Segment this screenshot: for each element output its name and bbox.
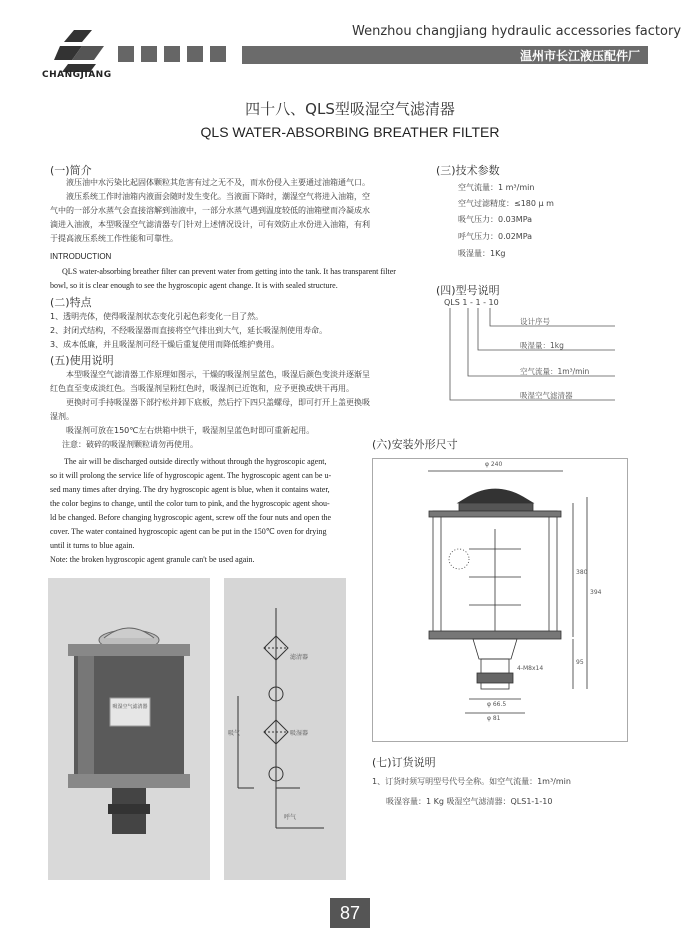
dim-label: φ 66.5 [487, 701, 507, 708]
ordering-line: 吸湿容量：1 Kg 吸湿空气滤清器：QLS1-1-10 [386, 797, 553, 806]
feature-item: 1、透明壳体，使得吸湿剂状态变化引起色彩变化一目了然。 [50, 312, 264, 321]
usage-line: 吸湿剂可放在150℃左右烘箱中烘干，吸湿剂呈蓝色时即可重新起用。 [66, 426, 315, 435]
page-number: 87 [330, 898, 370, 928]
model-code: QLS 1 - 1 - 10 [444, 298, 499, 307]
schematic-label: 呼气 [284, 814, 297, 821]
intro-paragraph: 气中的一部分水蒸气会直接溶解到油液中，一部分水蒸气遇到温度较低的油箱壁而冷凝成水 [50, 206, 370, 215]
usage-line: 注意：破碎的吸湿剂颗粒请勿再使用。 [62, 440, 198, 449]
model-label: 空气流量：1m³/min [520, 367, 590, 376]
schematic-diagram [224, 578, 346, 880]
model-heading: (四)型号说明 [436, 284, 500, 297]
dim-label: 4-M8x14 [517, 665, 544, 672]
usage-line: 湿剂。 [50, 412, 74, 421]
spec-item: 空气流量：1 m³/min [458, 183, 535, 192]
model-label: 吸湿量：1kg [520, 341, 564, 350]
factory-name-en: Wenzhou changjiang hydraulic accessories factory [352, 24, 682, 39]
product-photo [48, 578, 210, 880]
schematic-label: 吸气 [228, 730, 241, 737]
usage-line: 本型吸湿空气滤清器工作原理如图示，干燥的吸湿剂呈蓝色，吸湿后颜色变淡并逐渐呈 [66, 370, 370, 379]
usage-en-line: Note: the broken hygroscopic agent granule can't be used again. [50, 555, 255, 564]
usage-line: 红色直至变成淡红色。当吸湿剂呈粉红色时，吸湿剂已近饱和，应予更换或烘干再用。 [50, 384, 354, 393]
intro-heading: (一)简介 [50, 164, 92, 177]
usage-en-line: the color begins to change, until the color turn to pink, and the hygroscopic agent shou- [50, 499, 330, 508]
feature-item: 3、成本低廉，并且吸湿剂可经干燥后重复使用而降低维护费用。 [50, 340, 280, 349]
spec-item: 吸气压力：0.03MPa [458, 215, 533, 224]
dim-label: 380 [576, 569, 588, 576]
dim-label: φ 240 [485, 461, 503, 468]
dimension-drawing [372, 458, 628, 742]
dims-heading: (六)安装外形尺寸 [372, 438, 458, 451]
usage-line: 更换时可手持吸湿器下部拧松并卸下底板，然后拧下四只盖螺母，即可打开上盖更换吸 [66, 398, 370, 407]
intro-en-paragraph: bowl, so it is clear enough to see the hygroscopic agent change. It is with sealed structure. [50, 281, 338, 290]
dim-label: 394 [590, 589, 602, 596]
intro-en-paragraph: QLS water-absorbing breather filter can prevent water from getting into the tank. It has transparent filter [62, 267, 396, 276]
intro-paragraph: 液压油中水污染比起固体颗粒其危害有过之无不及，而水份侵入主要通过油箱通气口。 [66, 178, 370, 187]
title-cn: 四十八、QLS型吸湿空气滤清器 [245, 100, 455, 118]
usage-en-line: sed many times after drying. The dry hygroscopic agent is blue, when it contains water, [50, 485, 330, 494]
ordering-line: 1、订货时须写明型号代号全称。如空气流量：1m³/min [372, 777, 571, 786]
usage-en-line: ld be changed. Before changing hygroscopic agent, screw off the four nuts and open the [50, 513, 332, 522]
spec-item: 空气过滤精度：≤180 μ m [458, 199, 554, 208]
features-heading: (二)特点 [50, 296, 92, 309]
usage-en-line: The air will be discharged outside directly without through the hygroscopic agent, [64, 457, 327, 466]
spec-item: 呼气压力：0.02MPa [458, 232, 533, 241]
logo-text: CHANGJIANG [42, 70, 112, 80]
ordering-heading: (七)订货说明 [372, 756, 436, 769]
schematic-label: 滤清器 [290, 654, 309, 661]
model-label: 设计序号 [520, 317, 550, 326]
title-en: QLS WATER-ABSORBING BREATHER FILTER [200, 124, 500, 140]
factory-name-cn: 温州市长江液压配件厂 [519, 49, 640, 63]
intro-paragraph: 于提高液压系统工作性能和可靠性。 [50, 234, 178, 243]
usage-en-line: cover. The water contained hygroscopic agent can be put in the 150℃ oven for drying [50, 527, 327, 536]
intro-en-heading: INTRODUCTION [50, 252, 112, 261]
feature-item: 2、封闭式结构，不经吸湿器而直接将空气排出到大气，延长吸湿剂使用寿命。 [50, 326, 328, 335]
model-label: 吸湿空气滤清器 [520, 391, 573, 400]
header-squares [118, 46, 233, 66]
photo-label: 吸湿空气滤清器 [112, 704, 148, 710]
intro-paragraph: 滴进入油液，本型吸湿空气滤清器专门针对上述情况设计，可有效防止水份进入油箱，有利 [50, 220, 370, 229]
intro-paragraph: 液压系统工作时油箱内液面会随时发生变化。当液面下降时，潮湿空气将进入油箱，空 [66, 192, 370, 201]
header-bar [242, 46, 648, 64]
usage-en-line: until it turns to blue again. [50, 541, 135, 550]
schematic-label: 吸湿器 [290, 730, 309, 737]
dim-label: 95 [576, 659, 584, 666]
dim-label: φ 81 [487, 715, 501, 722]
usage-en-line: so it will prolong the service life of hygroscopic agent. The hygroscopic agent can be u- [50, 471, 332, 480]
usage-heading: (五)使用说明 [50, 354, 114, 367]
specs-heading: (三)技术参数 [436, 164, 500, 177]
spec-item: 吸湿量：1Kg [458, 249, 506, 258]
